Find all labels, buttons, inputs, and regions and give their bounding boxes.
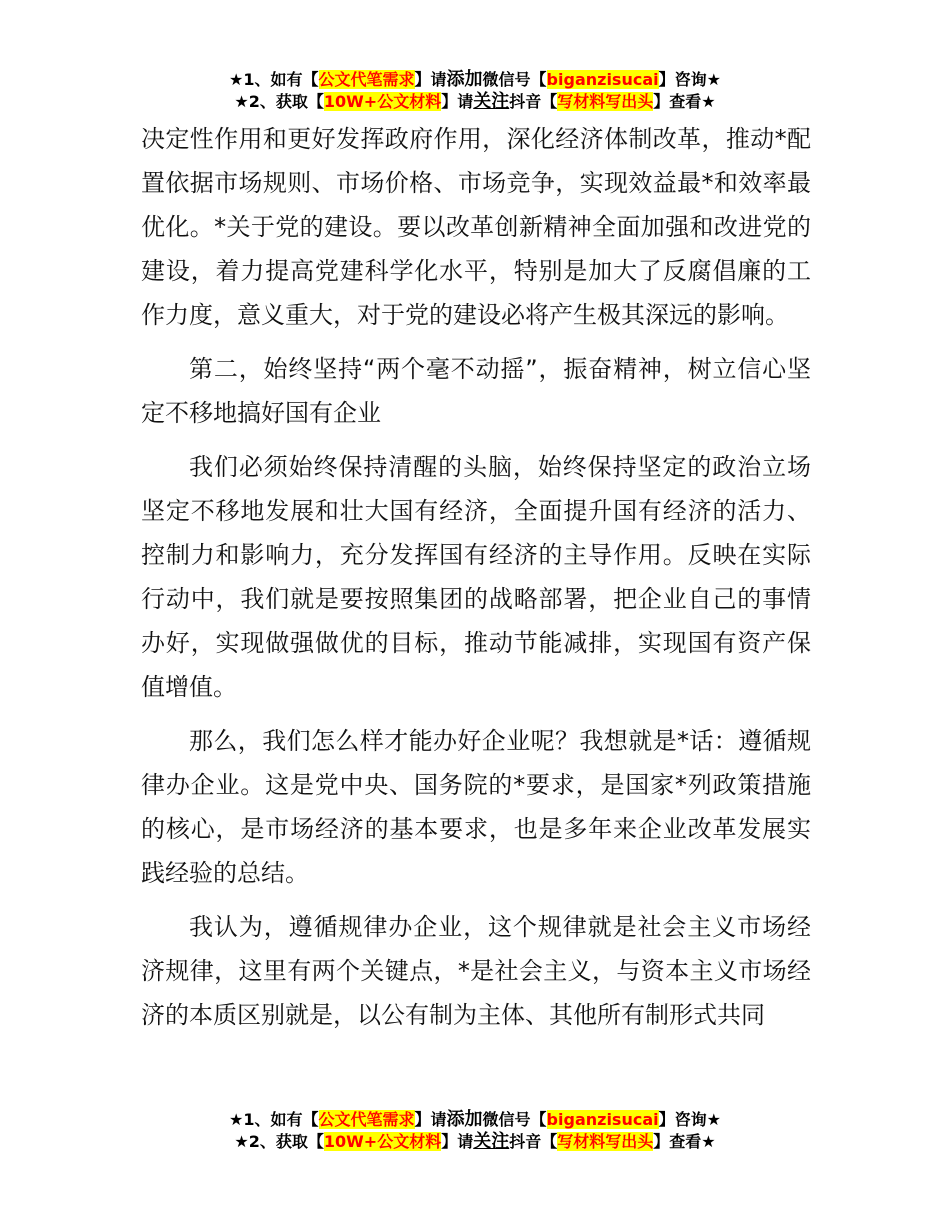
highlight-ghostwriting: 公文代笔需求 (318, 1110, 415, 1129)
banner-text: 】咨询★ (658, 1110, 721, 1129)
banner-emphasis: 关注 (473, 1131, 510, 1152)
star-icon: ★ (229, 70, 244, 89)
banner-text: 】请 (441, 92, 474, 111)
footer-banner (0, 1109, 950, 1153)
banner-line-2 (0, 1131, 950, 1153)
banner-text: 】咨询★ (658, 70, 721, 89)
banner-text: 2、获取【 (248, 92, 324, 111)
star-icon: ★ (229, 1110, 244, 1129)
header-banner (0, 69, 950, 113)
banner-text: 抖音【 (509, 92, 558, 111)
star-icon: ★ (234, 92, 249, 111)
paragraph-2-heading: 第二，始终坚持“两个毫不动摇”，振奋精神，树立信心坚定不移地搞好国有企业 (141, 355, 811, 427)
banner-text: 】请 (414, 1110, 447, 1129)
highlight-ghostwriting: 公文代笔需求 (318, 70, 415, 89)
banner-text: 】查看★ (653, 1132, 716, 1151)
banner-line-1 (0, 69, 950, 91)
banner-text: 微信号【 (482, 1110, 547, 1129)
document-body (141, 117, 811, 1047)
banner-text: 】请 (441, 1132, 474, 1151)
star-icon: ★ (234, 1132, 249, 1151)
banner-text: 1、如有【 (243, 1110, 319, 1129)
banner-text: 】查看★ (653, 92, 716, 111)
highlight-wechat-id: biganzisucai (546, 70, 659, 89)
banner-text: 微信号【 (482, 70, 547, 89)
banner-text: 1、如有【 (243, 70, 319, 89)
banner-emphasis: 添加 (446, 69, 483, 90)
highlight-douyin-id: 写材料写出头 (557, 92, 654, 111)
highlight-wechat-id: biganzisucai (546, 1110, 659, 1129)
paragraph-4: 那么，我们怎么样才能办好企业呢？我想就是*话：遵循规律办企业。这是党中央、国务院的*要求，是国家*列政策措施的核心，是市场经济的基本要求，也是多年来企业改革发展实践经验的总结。 (141, 727, 811, 887)
highlight-douyin-id: 写材料写出头 (557, 1132, 654, 1151)
banner-text: 抖音【 (509, 1132, 558, 1151)
banner-line-1 (0, 1109, 950, 1131)
paragraph-5: 我认为，遵循规律办企业，这个规律就是社会主义市场经济规律，这里有两个关键点，*是社会主义，与资本主义市场经济的本质区别就是，以公有制为主体、其他所有制形式共同 (141, 913, 811, 1029)
banner-emphasis: 添加 (446, 1109, 483, 1130)
banner-text: 2、获取【 (248, 1132, 324, 1151)
highlight-materials: 10W+公文材料 (323, 1132, 442, 1151)
banner-emphasis: 关注 (473, 91, 510, 112)
banner-line-2 (0, 91, 950, 113)
highlight-materials: 10W+公文材料 (323, 92, 442, 111)
paragraph-3: 我们必须始终保持清醒的头脑，始终保持坚定的政治立场坚定不移地发展和壮大国有经济，全面提升国有经济的活力、控制力和影响力，充分发挥国有经济的主导作用。反映在实际行动中，我们就是要按照集团的战略部署，把企业自己的事情办好，实现做强做优的目标，推动节能减排，实现国有资产保值增值。 (141, 453, 811, 701)
banner-text: 】请 (414, 70, 447, 89)
paragraph-1: 决定性作用和更好发挥政府作用，深化经济体制改革，推动*配置依据市场规则、市场价格、市场竞争，实现效益最*和效率最优化。*关于党的建设。要以改革创新精神全面加强和改进党的建设，着力提高党建科学化水平，特别是加大了反腐倡廉的工作力度，意义重大，对于党的建设必将产生极其深远的影响。 (141, 125, 811, 329)
